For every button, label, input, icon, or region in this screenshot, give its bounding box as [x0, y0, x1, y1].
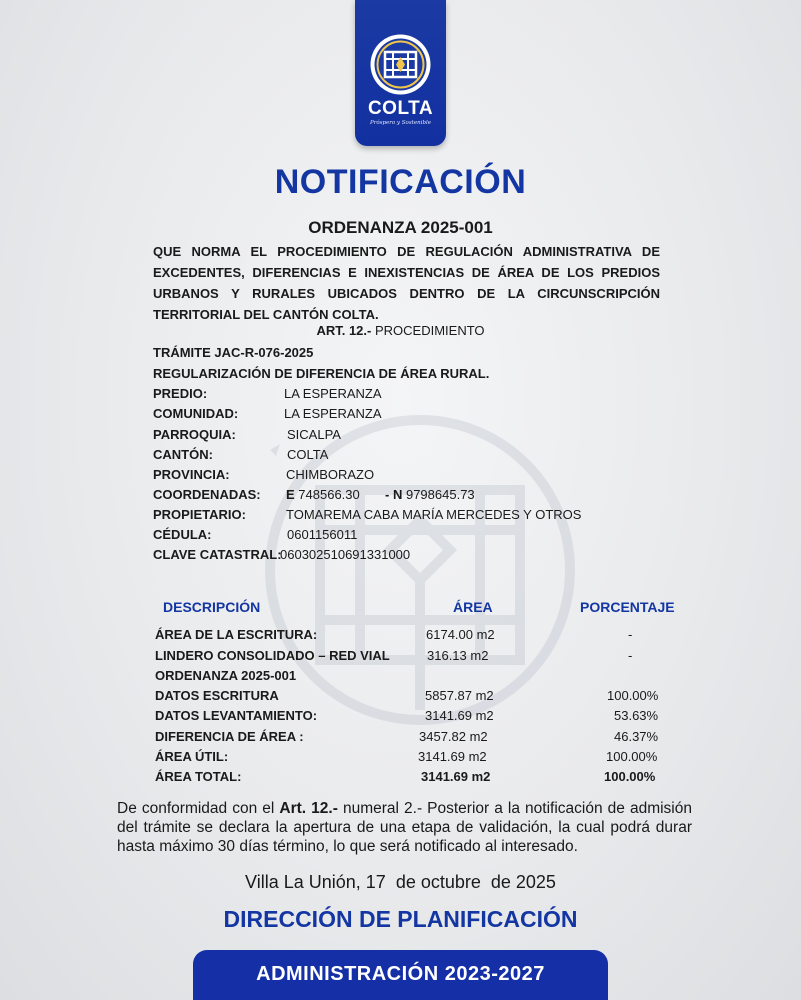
detail-label: COMUNIDAD:: [153, 406, 239, 421]
table-row: [0, 627, 801, 647]
logo-name: COLTA: [367, 98, 434, 119]
detail-value: LA ESPERANZA: [284, 386, 382, 401]
coord-north-value: 9798645.73: [405, 487, 475, 502]
logo-tagline: Próspero y Sostenible: [370, 120, 431, 126]
row-area: 6174.00 m2: [426, 627, 495, 642]
regularizacion-title: REGULARIZACIÓN DE DIFERENCIA DE ÁREA RURAL.: [153, 366, 490, 381]
coord-east-value: 748566.30: [298, 487, 360, 502]
ordenanza-description: QUE NORMA EL PROCEDIMIENTO DE REGULACIÓN ADMINISTRATIVA DE EXCEDENTES, DIFERENCIAS E INEXISTENCIAS DE ÁREA DE LOS PREDIOS URBANOS Y RURALES UBICADOS DENTRO DE LA CIRCUNSCRIPCIÓN TERRITORIAL DEL CANTÓN COLTA.: [153, 244, 660, 322]
table-row: [0, 708, 801, 728]
row-percentage: 100.00%: [606, 749, 658, 764]
table-header-area: ÁREA: [453, 599, 493, 615]
detail-value: LA ESPERANZA: [284, 406, 382, 421]
detail-label: PROPIETARIO:: [153, 507, 246, 522]
row-description: ÁREA DE LA ESCRITURA:: [155, 627, 318, 642]
table-header-porcentaje: PORCENTAJE: [580, 599, 675, 615]
row-description: ÁREA TOTAL:: [155, 769, 242, 784]
row-area: 5857.87 m2: [425, 688, 494, 703]
article-line: [0, 323, 801, 338]
detail-label: PREDIO:: [153, 386, 208, 401]
date-line: Villa La Unión, 17 de octubre de 2025: [245, 872, 556, 892]
detail-value: 060302510691331000: [280, 547, 411, 562]
colta-logo: [355, 0, 446, 146]
table-row-total: [0, 769, 801, 789]
table-row: [0, 729, 801, 749]
detail-label: CANTÓN:: [153, 447, 213, 462]
row-description: LINDERO CONSOLIDADO – RED VIAL: [155, 648, 390, 663]
row-description: DATOS ESCRITURA: [155, 688, 279, 703]
page-title: NOTIFICACIÓN: [274, 163, 527, 201]
detail-label: COORDENADAS:: [153, 487, 261, 502]
row-percentage: -: [628, 627, 633, 642]
article-label: ART. 12.-: [316, 323, 372, 338]
row-description: DATOS LEVANTAMIENTO:: [155, 708, 318, 723]
detail-label: PARROQUIA:: [153, 427, 236, 442]
paragraph-body: numeral 2.- Posterior a la notificación de admisión del trámite se declara la apertura de una etapa de validación, la cual podrá durar hasta máximo 30 días término, lo que será notificado al interesado.: [117, 800, 692, 855]
paragraph-article: Art. 12.-: [279, 800, 338, 817]
row-area: 3141.69 m2: [418, 749, 487, 764]
coord-east: [286, 487, 360, 502]
row-area: 3141.69 m2: [421, 769, 491, 784]
ordenanza-heading: ORDENANZA 2025-001: [308, 218, 493, 237]
table-header-descripcion: DESCRIPCIÓN: [163, 599, 261, 615]
row-description: ORDENANZA 2025-001: [155, 668, 297, 683]
row-percentage: 100.00%: [604, 769, 656, 784]
coord-east-label: E: [286, 487, 295, 502]
paragraph-intro: De conformidad con el: [117, 800, 275, 817]
detail-value: COLTA: [287, 447, 329, 462]
row-area: 3457.82 m2: [419, 729, 488, 744]
table-row: [0, 688, 801, 708]
table-row: [0, 749, 801, 769]
coord-north: [385, 487, 475, 502]
row-description: ÁREA ÚTIL:: [155, 749, 229, 764]
footer-text: ADMINISTRACIÓN 2023-2027: [256, 963, 545, 985]
detail-label: CLAVE CATASTRAL:: [153, 547, 282, 562]
tramite-number: TRÁMITE JAC-R-076-2025: [153, 345, 314, 360]
issuing-department: DIRECCIÓN DE PLANIFICACIÓN: [223, 906, 578, 932]
row-area: 3141.69 m2: [425, 708, 494, 723]
detail-value: CHIMBORAZO: [286, 467, 375, 482]
article-text: PROCEDIMIENTO: [374, 323, 485, 338]
colta-emblem-icon: [368, 32, 433, 97]
conformity-paragraph: [117, 799, 692, 856]
detail-value: SICALPA: [287, 427, 341, 442]
row-percentage: -: [628, 648, 633, 663]
table-row: [0, 648, 801, 668]
detail-value: TOMAREMA CABA MARÍA MERCEDES Y OTROS: [286, 507, 582, 522]
detail-value: 0601156011: [287, 527, 358, 542]
row-area: 316.13 m2: [427, 648, 489, 663]
footer-banner: [193, 950, 608, 1000]
detail-label: PROVINCIA:: [153, 467, 230, 482]
detail-label: CÉDULA:: [153, 527, 212, 542]
table-row: [0, 668, 801, 688]
row-percentage: 53.63%: [614, 708, 659, 723]
coord-north-label: - N: [385, 487, 403, 502]
row-percentage: 46.37%: [614, 729, 659, 744]
row-percentage: 100.00%: [607, 688, 659, 703]
row-description: DIFERENCIA DE ÁREA :: [155, 729, 304, 744]
